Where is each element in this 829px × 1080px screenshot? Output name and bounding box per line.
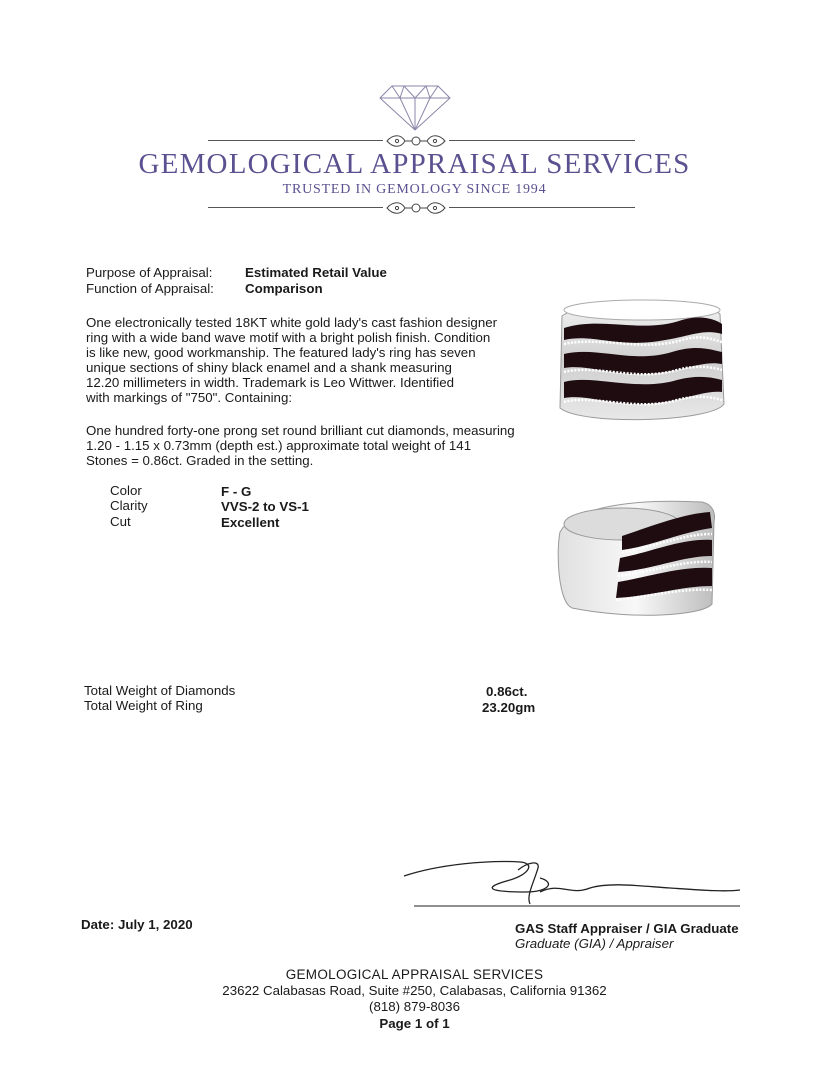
description-line: ring with a wide band wave motif with a bright polish finish. Condition — [86, 330, 491, 345]
diamond-icon — [378, 82, 452, 137]
footer-address: 23622 Calabasas Road, Suite #250, Calabasas, California 91362 — [222, 983, 607, 998]
total-diamonds-label: Total Weight of Diamonds — [84, 683, 236, 698]
signature-image — [400, 852, 745, 919]
ornament-bottom — [383, 199, 449, 222]
total-ring-value: 23.20gm — [482, 700, 536, 715]
grade-cut-label: Cut — [110, 514, 131, 529]
footer-company: GEMOLOGICAL APPRAISAL SERVICES — [285, 967, 544, 982]
signature-date: Date: July 1, 2020 — [81, 917, 193, 932]
description-line: One electronically tested 18KT white gold lady's cast fashion designer — [86, 315, 498, 330]
total-ring-label: Total Weight of Ring — [84, 698, 203, 713]
grade-color-label: Color — [110, 483, 142, 498]
grade-clarity-label: Clarity — [110, 498, 148, 513]
grade-color-value: F - G — [221, 484, 252, 499]
description-line: unique sections of shiny black enamel and a shank measuring — [86, 360, 452, 375]
function-label: Function of Appraisal: — [86, 281, 214, 296]
description-line: 12.20 millimeters in width. Trademark is Leo Wittwer. Identified — [86, 375, 455, 390]
diamonds-line: Stones = 0.86ct. Graded in the setting. — [86, 453, 314, 468]
description-paragraph — [86, 315, 526, 405]
total-diamonds-value: 0.86ct. — [486, 684, 528, 699]
description-line: is like new, good workmanship. The featured lady's ring has seven — [86, 345, 476, 360]
purpose-label: Purpose of Appraisal: — [86, 265, 213, 280]
diamonds-paragraph — [86, 423, 526, 468]
ring-photo-side — [552, 492, 722, 627]
header-rule-bottom-left — [208, 207, 383, 208]
grade-cut-value: Excellent — [221, 515, 280, 530]
function-value: Comparison — [245, 281, 323, 296]
brand-tagline: TRUSTED IN GEMOLOGY SINCE 1994 — [282, 182, 547, 197]
signer-title: GAS Staff Appraiser / GIA Graduate — [515, 921, 739, 936]
description-line: with markings of "750". Containing: — [86, 390, 293, 405]
diamonds-line: One hundred forty-one prong set round brilliant cut diamonds, measuring — [86, 423, 515, 438]
footer-phone: (818) 879-8036 — [369, 999, 460, 1014]
footer-page: Page 1 of 1 — [379, 1016, 450, 1031]
header-rule-top-right — [449, 140, 635, 141]
header-rule-top-left — [208, 140, 383, 141]
diamonds-line: 1.20 - 1.15 x 0.73mm (depth est.) approximate total weight of 141 — [86, 438, 472, 453]
signer-subtitle: Graduate (GIA) / Appraiser — [515, 936, 674, 951]
header-rule-bottom-right — [449, 207, 635, 208]
brand-name: GEMOLOGICAL APPRAISAL SERVICES — [138, 148, 691, 180]
ring-photo-front — [552, 294, 730, 439]
grade-clarity-value: VVS-2 to VS-1 — [221, 499, 309, 514]
purpose-value: Estimated Retail Value — [245, 265, 387, 280]
